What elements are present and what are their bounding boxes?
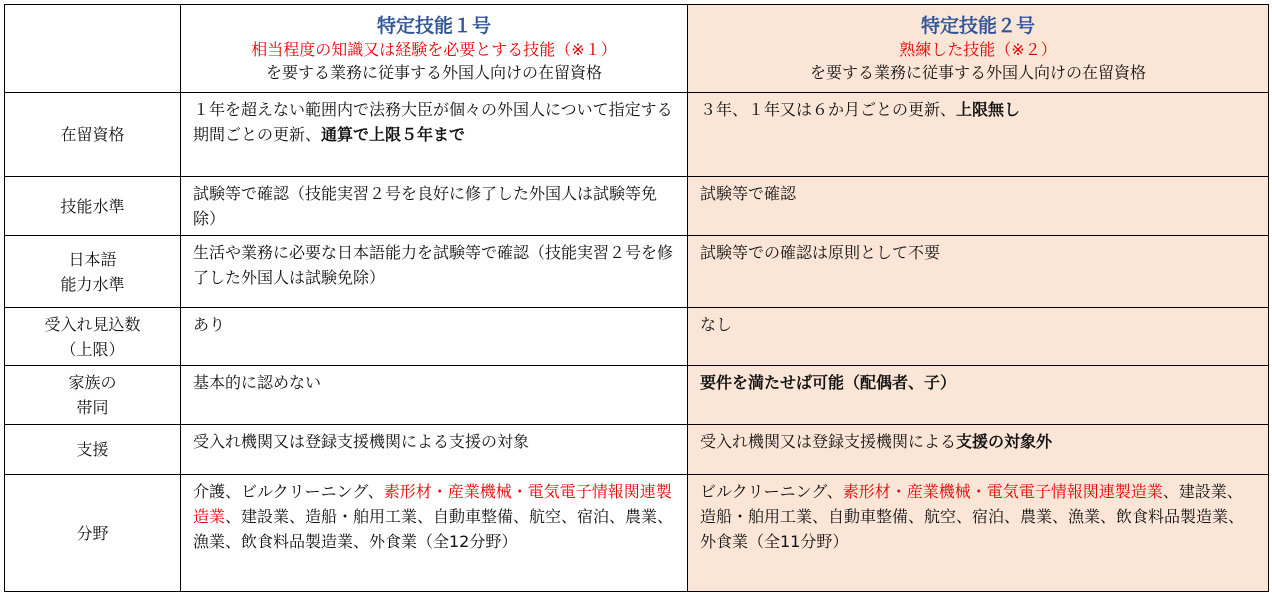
- family-type2: 要件を満たせば可能（配偶者、子）: [688, 366, 1269, 425]
- row-family: [5, 366, 1269, 425]
- header-type1-cell: [181, 5, 688, 93]
- row-label-acceptance-cap: 受入れ見込数 （上限）: [5, 308, 181, 366]
- row-label-japanese-level: 日本語 能力水準: [5, 236, 181, 308]
- fields-type2: ビルクリーニング、素形材・産業機械・電気電子情報関連製造業、建設業、造船・舶用工業、自動車整備、航空、宿泊、農業、漁業、飲食料品製造業、外食業（全11分野）: [688, 475, 1269, 592]
- support-excluded-emphasis: 支援の対象外: [956, 432, 1053, 451]
- row-support: [5, 425, 1269, 475]
- manufacturing-field-highlight: 素形材・産業機械・電気電子情報関連製造業: [842, 482, 1163, 501]
- skill-level-type2: 試験等で確認: [688, 177, 1269, 236]
- row-label-fields: 分野: [5, 475, 181, 592]
- row-japanese-level: [5, 236, 1269, 308]
- type1-subtitle: 相当程度の知識又は経験を必要とする技能（※１）: [251, 39, 617, 59]
- type2-title: 特定技能２号: [920, 14, 1035, 37]
- row-label-family: 家族の 帯同: [5, 366, 181, 425]
- row-skill-level: [5, 177, 1269, 236]
- row-acceptance-cap: [5, 308, 1269, 366]
- support-type2: 受入れ機関又は登録支援機関による支援の対象外: [688, 425, 1269, 475]
- header-type2-cell: [688, 5, 1269, 93]
- row-fields: [5, 475, 1269, 592]
- japanese-level-type1: 生活や業務に必要な日本語能力を試験等で確認（技能実習２号を修了した外国人は試験免除）: [181, 236, 688, 308]
- row-label-residence-status: 在留資格: [5, 93, 181, 177]
- skill-level-type1: 試験等で確認（技能実習２号を良好に修了した外国人は試験等免除）: [181, 177, 688, 236]
- no-cap-emphasis: 上限無し: [956, 100, 1021, 119]
- comparison-table: [4, 4, 1269, 592]
- type2-subtitle: 熟練した技能（※２）: [899, 39, 1057, 59]
- fields-type1: 介護、ビルクリーニング、素形材・産業機械・電気電子情報関連製造業、建設業、造船・舶用工業、自動車整備、航空、宿泊、農業、漁業、飲食料品製造業、外食業（全12分野）: [181, 475, 688, 592]
- five-year-cap-emphasis: 通算で上限５年まで: [321, 125, 466, 144]
- row-label-support: 支援: [5, 425, 181, 475]
- manufacturing-field-highlight: 素形材・産業機械・電気電子情報関連製造業: [193, 482, 672, 526]
- type2-description: を要する業務に従事する外国人向けの在留資格: [809, 62, 1146, 82]
- acceptance-cap-type2: なし: [688, 308, 1269, 366]
- row-label-skill-level: 技能水準: [5, 177, 181, 236]
- residence-status-type2: ３年、１年又は６か月ごとの更新、上限無し: [688, 93, 1269, 177]
- japanese-level-type2: 試験等での確認は原則として不要: [688, 236, 1269, 308]
- header-empty-cell: [5, 5, 181, 93]
- type1-title: 特定技能１号: [376, 14, 491, 37]
- acceptance-cap-type1: あり: [181, 308, 688, 366]
- header-row: [5, 5, 1269, 93]
- support-type1: 受入れ機関又は登録支援機関による支援の対象: [181, 425, 688, 475]
- family-type1: 基本的に認めない: [181, 366, 688, 425]
- type1-description: を要する業務に従事する外国人向けの在留資格: [265, 62, 602, 82]
- row-residence-status: [5, 93, 1269, 177]
- residence-status-type1: １年を超えない範囲内で法務大臣が個々の外国人について指定する期間ごとの更新、通算で上限５年まで: [181, 93, 688, 177]
